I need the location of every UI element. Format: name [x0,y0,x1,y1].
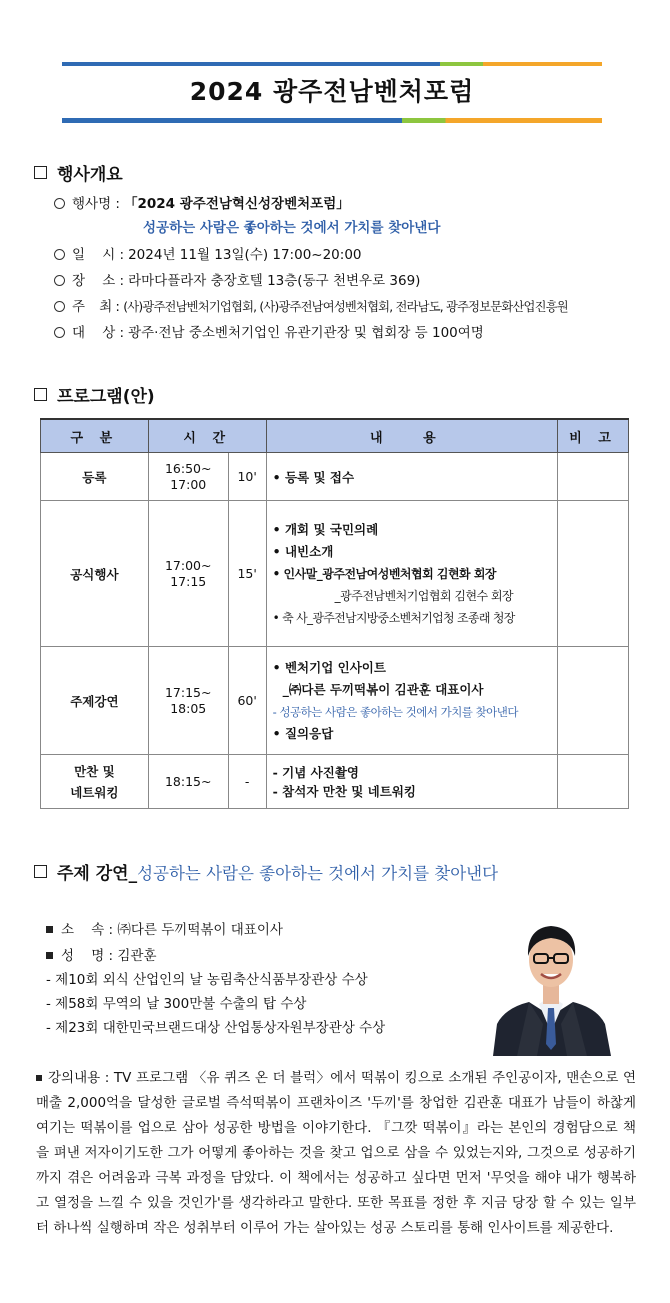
header-time: 시 간 [148,419,266,453]
row-content [266,453,557,501]
lecture-heading-topic: 성공하는 사람은 좋아하는 것에서 가치를 찾아낸다 [137,863,499,883]
row-time: 17:00~ 17:15 [148,501,228,647]
program-heading-text: 프로그램(안) [57,387,155,407]
content-line: - 참석자 만찬 및 네트워킹 [272,783,416,799]
row-time: 17:15~ 18:05 [148,647,228,755]
circle-bullet-icon [54,301,65,312]
header-note: 비 고 [558,419,629,453]
row-duration: 15' [228,501,266,647]
content-line: • 개회 및 국민의례 [272,521,379,537]
overview-value: 2024년 11월 13일(수) 17:00~20:00 [128,247,362,263]
row-content [266,647,557,755]
event-subtitle: 성공하는 사람은 좋아하는 것에서 가치를 찾아낸다 [143,220,441,236]
row-duration: 10' [228,453,266,501]
overview-value: 라마다플라자 충장호텔 13층(동구 천변우로 369) [128,273,421,289]
table-header-row [41,419,629,453]
row-content [266,501,557,647]
page-title: 2024 광주전남벤처포럼 [189,77,475,106]
content-line [273,563,556,585]
overview-value: (사)광주전남벤처기업협회, (사)광주전남여성벤처협회, 전라남도, 광주정보문화산업진흥원 [123,300,568,314]
award-item: - 제58회 무역의 날 300만불 수출의 탑 수상 [46,996,307,1012]
overview-item-host [54,295,568,315]
affiliation-text: 소 속 : ㈜다른 두끼떡볶이 대표이사 [61,922,283,938]
overview-label: 장 소 : [72,273,125,289]
table-row [41,453,629,501]
overview-label: 대 상 : [72,325,125,341]
row-note [558,647,629,755]
speaker-portrait-icon [493,904,611,1056]
circle-bullet-icon [54,198,65,209]
row-note [558,501,629,647]
overview-heading-text: 행사개요 [57,165,123,185]
content-label: 강의내용 : [48,1070,114,1086]
speaker-affiliation [46,918,283,938]
lecture-content [36,1066,636,1241]
circle-bullet-icon [54,275,65,286]
overview-value: 「2024 광주전남혁신성장벤처포럼」 [123,196,350,212]
content-line: - 기념 사진촬영 [272,764,359,780]
content-line: • 벤처기업 인사이트 [272,659,386,675]
lecture-heading [34,859,498,884]
content-line: • 내빈소개 [272,543,334,559]
table-row [41,501,629,647]
checkbox-icon [34,388,47,401]
content-line: • 축 사_광주전남지방중소벤처기업청 조종래 청장 [272,610,515,625]
overview-heading [34,160,123,185]
header-content: 내 용 [266,419,557,453]
title-banner [62,62,602,123]
content-line: - 성공하는 사람은 좋아하는 것에서 가치를 찾아낸다 [272,704,519,719]
award-item: - 제23회 대한민국브랜드대상 산업통상자원부장관상 수상 [46,1020,386,1036]
checkbox-icon [34,166,47,179]
square-bullet-icon [46,926,53,933]
square-bullet-icon [36,1075,42,1081]
overview-item-venue [54,269,420,289]
checkbox-icon [34,865,47,878]
circle-bullet-icon [54,249,65,260]
award-item: - 제10회 외식 산업인의 날 농림축산식품부장관상 수상 [46,972,368,988]
square-bullet-icon [46,952,53,959]
row-note [558,453,629,501]
table-row [41,755,629,809]
content-line: • 등록 및 접수 [272,469,355,485]
overview-item-event [54,192,350,212]
greeting-line: • 인사말_광주전남여성벤처협회 김현화 회장 [272,566,497,581]
overview-item-target [54,321,484,341]
program-table [40,418,629,809]
content-line: _㈜다른 두끼떡볶이 김관훈 대표이사 [282,681,484,697]
header-category: 구 분 [41,419,149,453]
content-text: TV 프로그램 〈유 퀴즈 온 더 블럭〉에서 떡볶이 킹으로 소개된 주인공이자, 맨손으로 연 매출 2,000억을 달성한 글로벌 즉석떡볶이 프랜차이즈 '두끼'를 창업한 김관훈 대표가 남들이 하찮게 여기는 떡볶이를 업으로 삼아 성공한 방법을 이야기한다. 『그깟 떡볶이』라는 본인의 경험담으로 책을 펴낸 저자이기도한 그가 어떻게 좋아하는 것을 찾고 업으로 삼을 수 있었는지와, 그것으로 성공하기까지 겪은 어려움과 극복 과정을 담았다. 이 책에서는 성공하고 싶다면 먼저 '무엇을 해야 내가 행복하고 열정을 느낄 수 있을 것인가'를 생각하라고 말한다. 또한 목표를 정한 후 지금 당장 할 수 있는 일부터 하나씩 실행하며 작은 성취부터 이루어 가는 살아있는 성공 스토리를 통해 인사이트를 제공한다. [36,1070,636,1236]
row-duration: 60' [228,647,266,755]
circle-bullet-icon [54,327,65,338]
overview-label: 일 시 : [72,247,125,263]
name-text: 성 명 : 김관훈 [61,948,157,964]
overview-label: 행사명 : [72,196,120,212]
overview-label: 주 최 : [72,299,120,315]
overview-value: 광주‧전남 중소벤처기업인 유관기관장 및 협회장 등 100여명 [128,325,484,341]
content-line: • 질의응답 [272,725,334,741]
row-category: 만찬 및 네트워킹 [41,755,149,809]
program-heading [34,382,155,407]
title-bottom-bar [62,118,602,123]
table-row [41,647,629,755]
row-note [558,755,629,809]
row-content [266,755,557,809]
speaker-photo [493,904,611,1056]
row-time: 16:50~ 17:00 [148,453,228,501]
row-category: 주제강연 [41,647,149,755]
row-time: 18:15~ [148,755,228,809]
lecture-heading-prefix: 주제 강연_ [57,864,138,884]
row-category: 등록 [41,453,149,501]
row-category: 공식행사 [41,501,149,647]
overview-item-date [54,243,362,263]
row-duration: - [228,755,266,809]
speaker-name [46,944,157,964]
content-line: _광주전남벤처기업협회 김현수 회장 [334,588,514,603]
